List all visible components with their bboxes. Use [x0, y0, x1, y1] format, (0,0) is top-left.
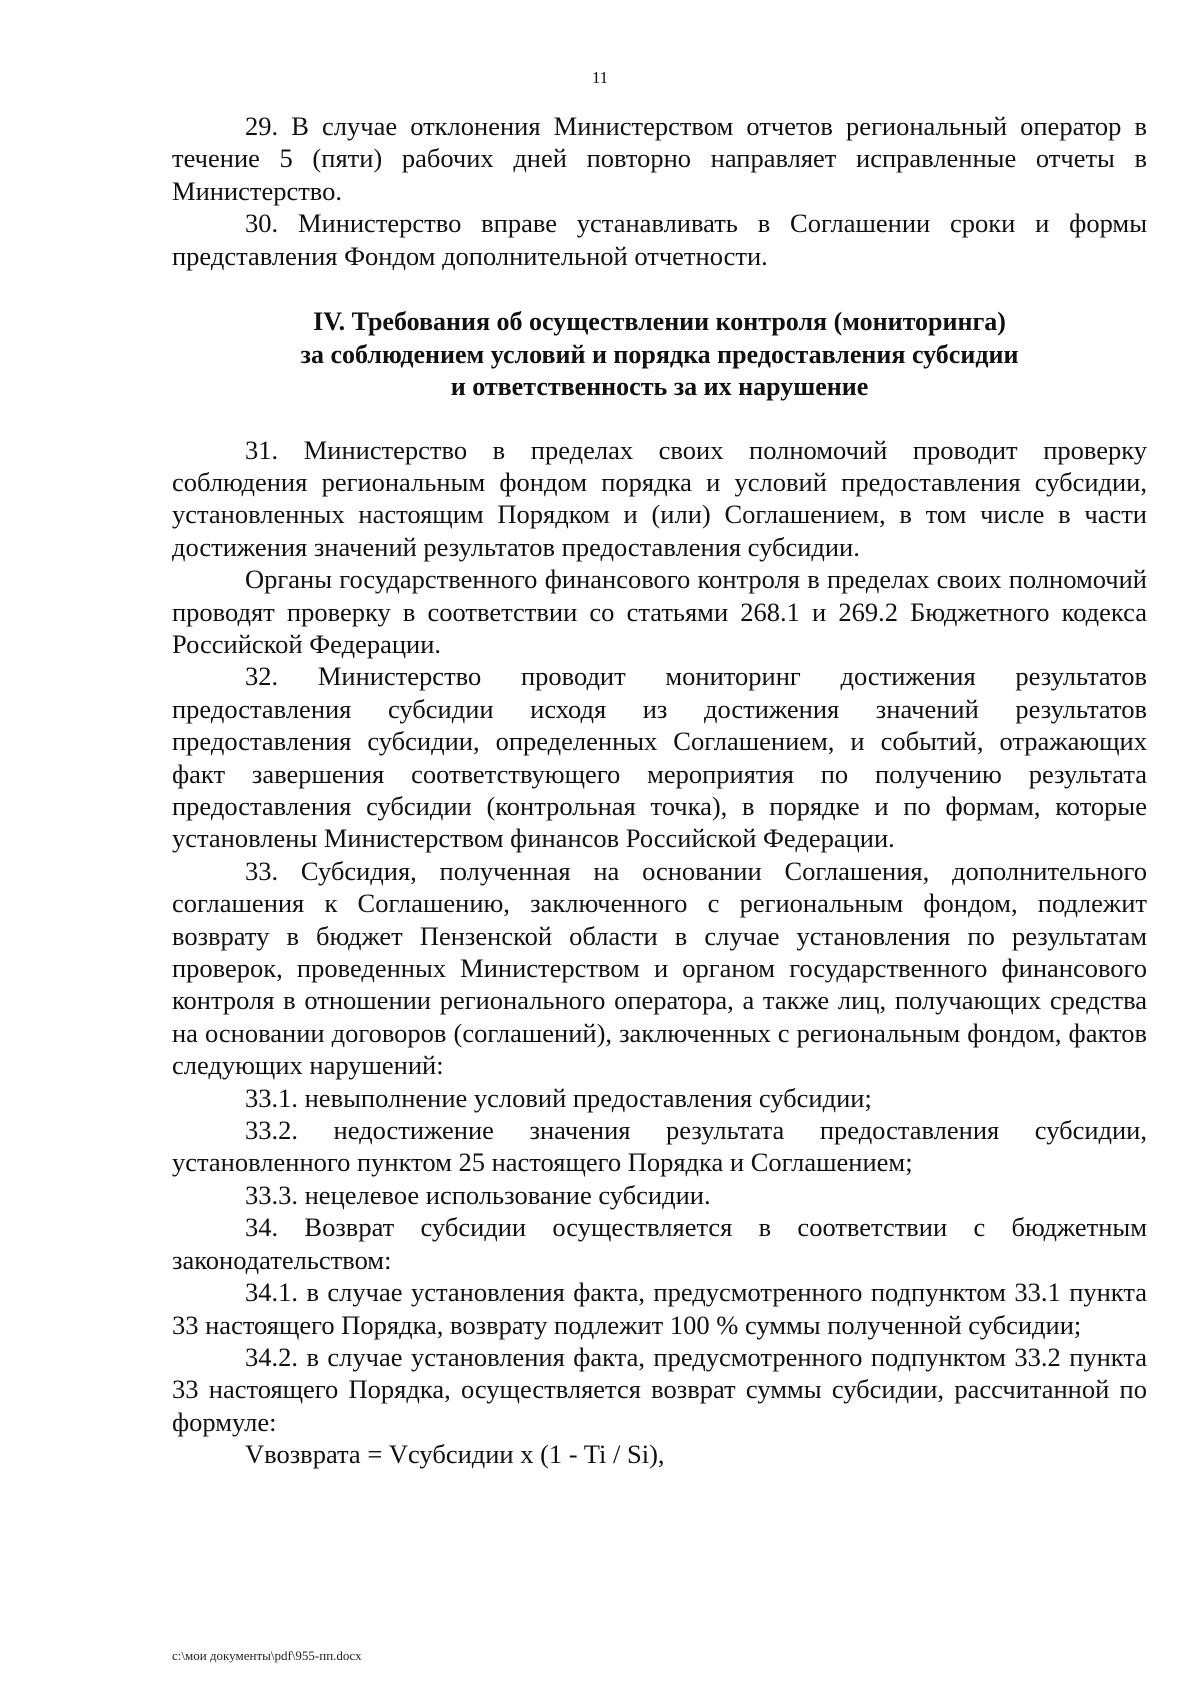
- paragraph-33-1: 33.1. невыполнение условий предоставления субсидии;: [245, 1082, 872, 1113]
- paragraph-30: 30. Министерство вправе устанавливать в Соглашении сроки и формы представления Фондом дополнительной отчетности.: [172, 208, 1147, 271]
- paragraph-32: 32. Министерство проводит мониторинг достижения результатов предоставления субсидии исходя из достижения значений результатов предоставления субсидии, определенных Соглашением, и событий, отражающих факт завершения соответствующего мероприятия по получению результата предоставления субсидии (контрольная точка), в порядке и по формам, которые установлены Министерством финансов Российской Федерации.: [172, 661, 1147, 854]
- refund-formula: Vвозврата = Vсубсидии x (1 - Ti / Si),: [245, 1439, 665, 1470]
- section-heading-line-3: и ответственность за их нарушение: [450, 372, 869, 402]
- page-number: 11: [591, 68, 609, 87]
- section-heading: [172, 306, 1147, 404]
- footer-file-path: c:\мои документы\pdf\955-пп.docx: [172, 1648, 362, 1663]
- paragraph-34-2: 34.2. в случае установления факта, предусмотренного подпунктом 33.2 пункта 33 настоящего Порядка, осуществляется возврат суммы субсидии, рассчитанной по формуле:: [172, 1341, 1147, 1437]
- paragraph-33-3: 33.3. нецелевое использование субсидии.: [245, 1179, 711, 1210]
- section-heading-line-1: IV. Требования об осуществлении контроля (мониторинга): [313, 307, 1006, 337]
- paragraph-33-2: 33.2. недостижение значения результата предоставления субсидии, установленного пунктом 25 настоящего Порядка и Соглашением;: [172, 1115, 1147, 1178]
- paragraph-34-1: 34.1. в случае установления факта, предусмотренного подпунктом 33.1 пункта 33 настоящего Порядка, возврату подлежит 100 % суммы полученной субсидии;: [172, 1277, 1147, 1340]
- paragraph-control-bodies: Органы государственного финансового контроля в пределах своих полномочий проводят проверку в соответствии со статьями 268.1 и 269.2 Бюджетного кодекса Российской Федерации.: [172, 564, 1147, 659]
- paragraph-29: 29. В случае отклонения Министерством отчетов региональный оператор в течение 5 (пяти) рабочих дней повторно направляет исправленные отчеты в Министерство.: [172, 111, 1147, 206]
- section-heading-line-2: за соблюдением условий и порядка предоставления субсидии: [300, 339, 1019, 369]
- document-body: [172, 110, 1147, 1471]
- paragraph-34: 34. Возврат субсидии осуществляется в соответствии с бюджетным законодательством:: [172, 1212, 1147, 1275]
- paragraph-33: 33. Субсидия, полученная на основании Соглашения, дополнительного соглашения к Соглашению, заключенного с региональным фондом, подлежит возврату в бюджет Пензенской области в случае установления по результатам проверок, проведенных Министерством и органом государственного финансового контроля в отношении регионального оператора, а также лиц, получающих средства на основании договоров (соглашений), заключенных с региональным фондом, фактов следующих нарушений:: [172, 855, 1147, 1081]
- paragraph-31: 31. Министерство в пределах своих полномочий проводит проверку соблюдения региональным фондом порядка и условий предоставления субсидии, установленных настоящим Порядком и (или) Соглашением, в том числе в части достижения значений результатов предоставления субсидии.: [172, 434, 1147, 562]
